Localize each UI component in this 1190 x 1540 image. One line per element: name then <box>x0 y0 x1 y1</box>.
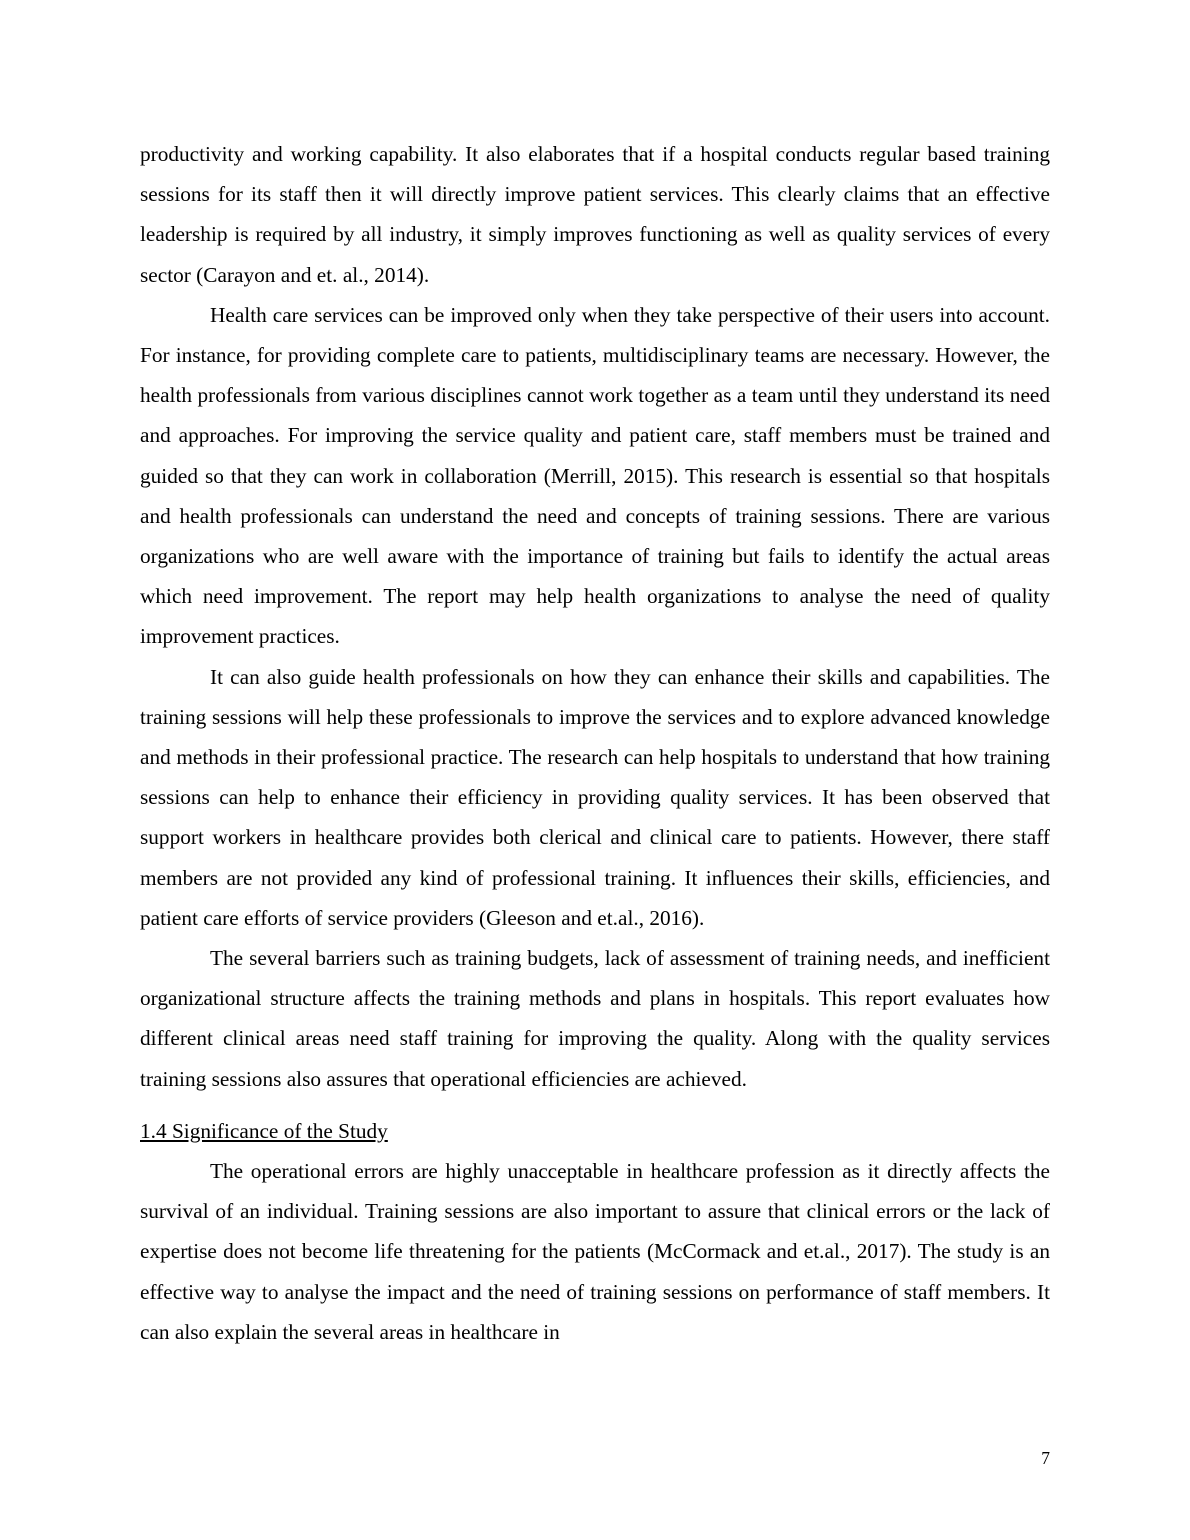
body-paragraph-2: Health care services can be improved only when they take perspective of their users into account. For instance, for providing complete care to patients, multidisciplinary teams are necessary. However, the health professionals from various disciplines cannot work together as a team until they understand its need and approaches. For improving the service quality and patient care, staff members must be trained and guided so that they can work in collaboration (Merrill, 2015). This research is essential so that hospitals and health professionals can understand the need and concepts of training sessions. There are various organizations who are well aware with the importance of training but fails to identify the actual areas which need improvement. The report may help health organizations to analyse the need of quality improvement practices. <box>140 302 1050 649</box>
body-paragraph-3: It can also guide health professionals on how they can enhance their skills and capabilities. The training sessions will help these professionals to improve the services and to explore advanced knowledge and methods in their professional practice. The research can help hospitals to understand that how training sessions can help to enhance their efficiency in providing quality services. It has been observed that support workers in healthcare provides both clerical and clinical care to patients. However, there staff members are not provided any kind of professional training. It influences their skills, efficiencies, and patient care efforts of service providers (Gleeson and et.al., 2016). <box>140 664 1050 930</box>
body-paragraph-4: The several barriers such as training budgets, lack of assessment of training needs, and inefficient organizational structure affects the training methods and plans in hospitals. This report evaluates how different clinical areas need staff training for improving the quality. Along with the quality services training sessions also assures that operational efficiencies are achieved. <box>140 946 1050 1091</box>
page-number: 7 <box>1041 1448 1050 1468</box>
section-heading: 1.4 Significance of the Study <box>140 1118 388 1143</box>
section-paragraph-1: The operational errors are highly unacceptable in healthcare profession as it directly affects the survival of an individual. Training sessions are also important to assure that clinical errors or the lack of expertise does not become life threatening for the patients (McCormack and et.al., 2017). The study is an effective way to analyse the impact and the need of training sessions on performance of staff members. It can also explain the several areas in healthcare in <box>140 1159 1050 1344</box>
page-body <box>140 134 1050 1352</box>
body-paragraph-1: productivity and working capability. It also elaborates that if a hospital conducts regular based training sessions for its staff then it will directly improve patient services. This clearly claims that an effective leadership is required by all industry, it simply improves functioning as well as quality services of every sector (Carayon and et. al., 2014). <box>140 142 1050 287</box>
